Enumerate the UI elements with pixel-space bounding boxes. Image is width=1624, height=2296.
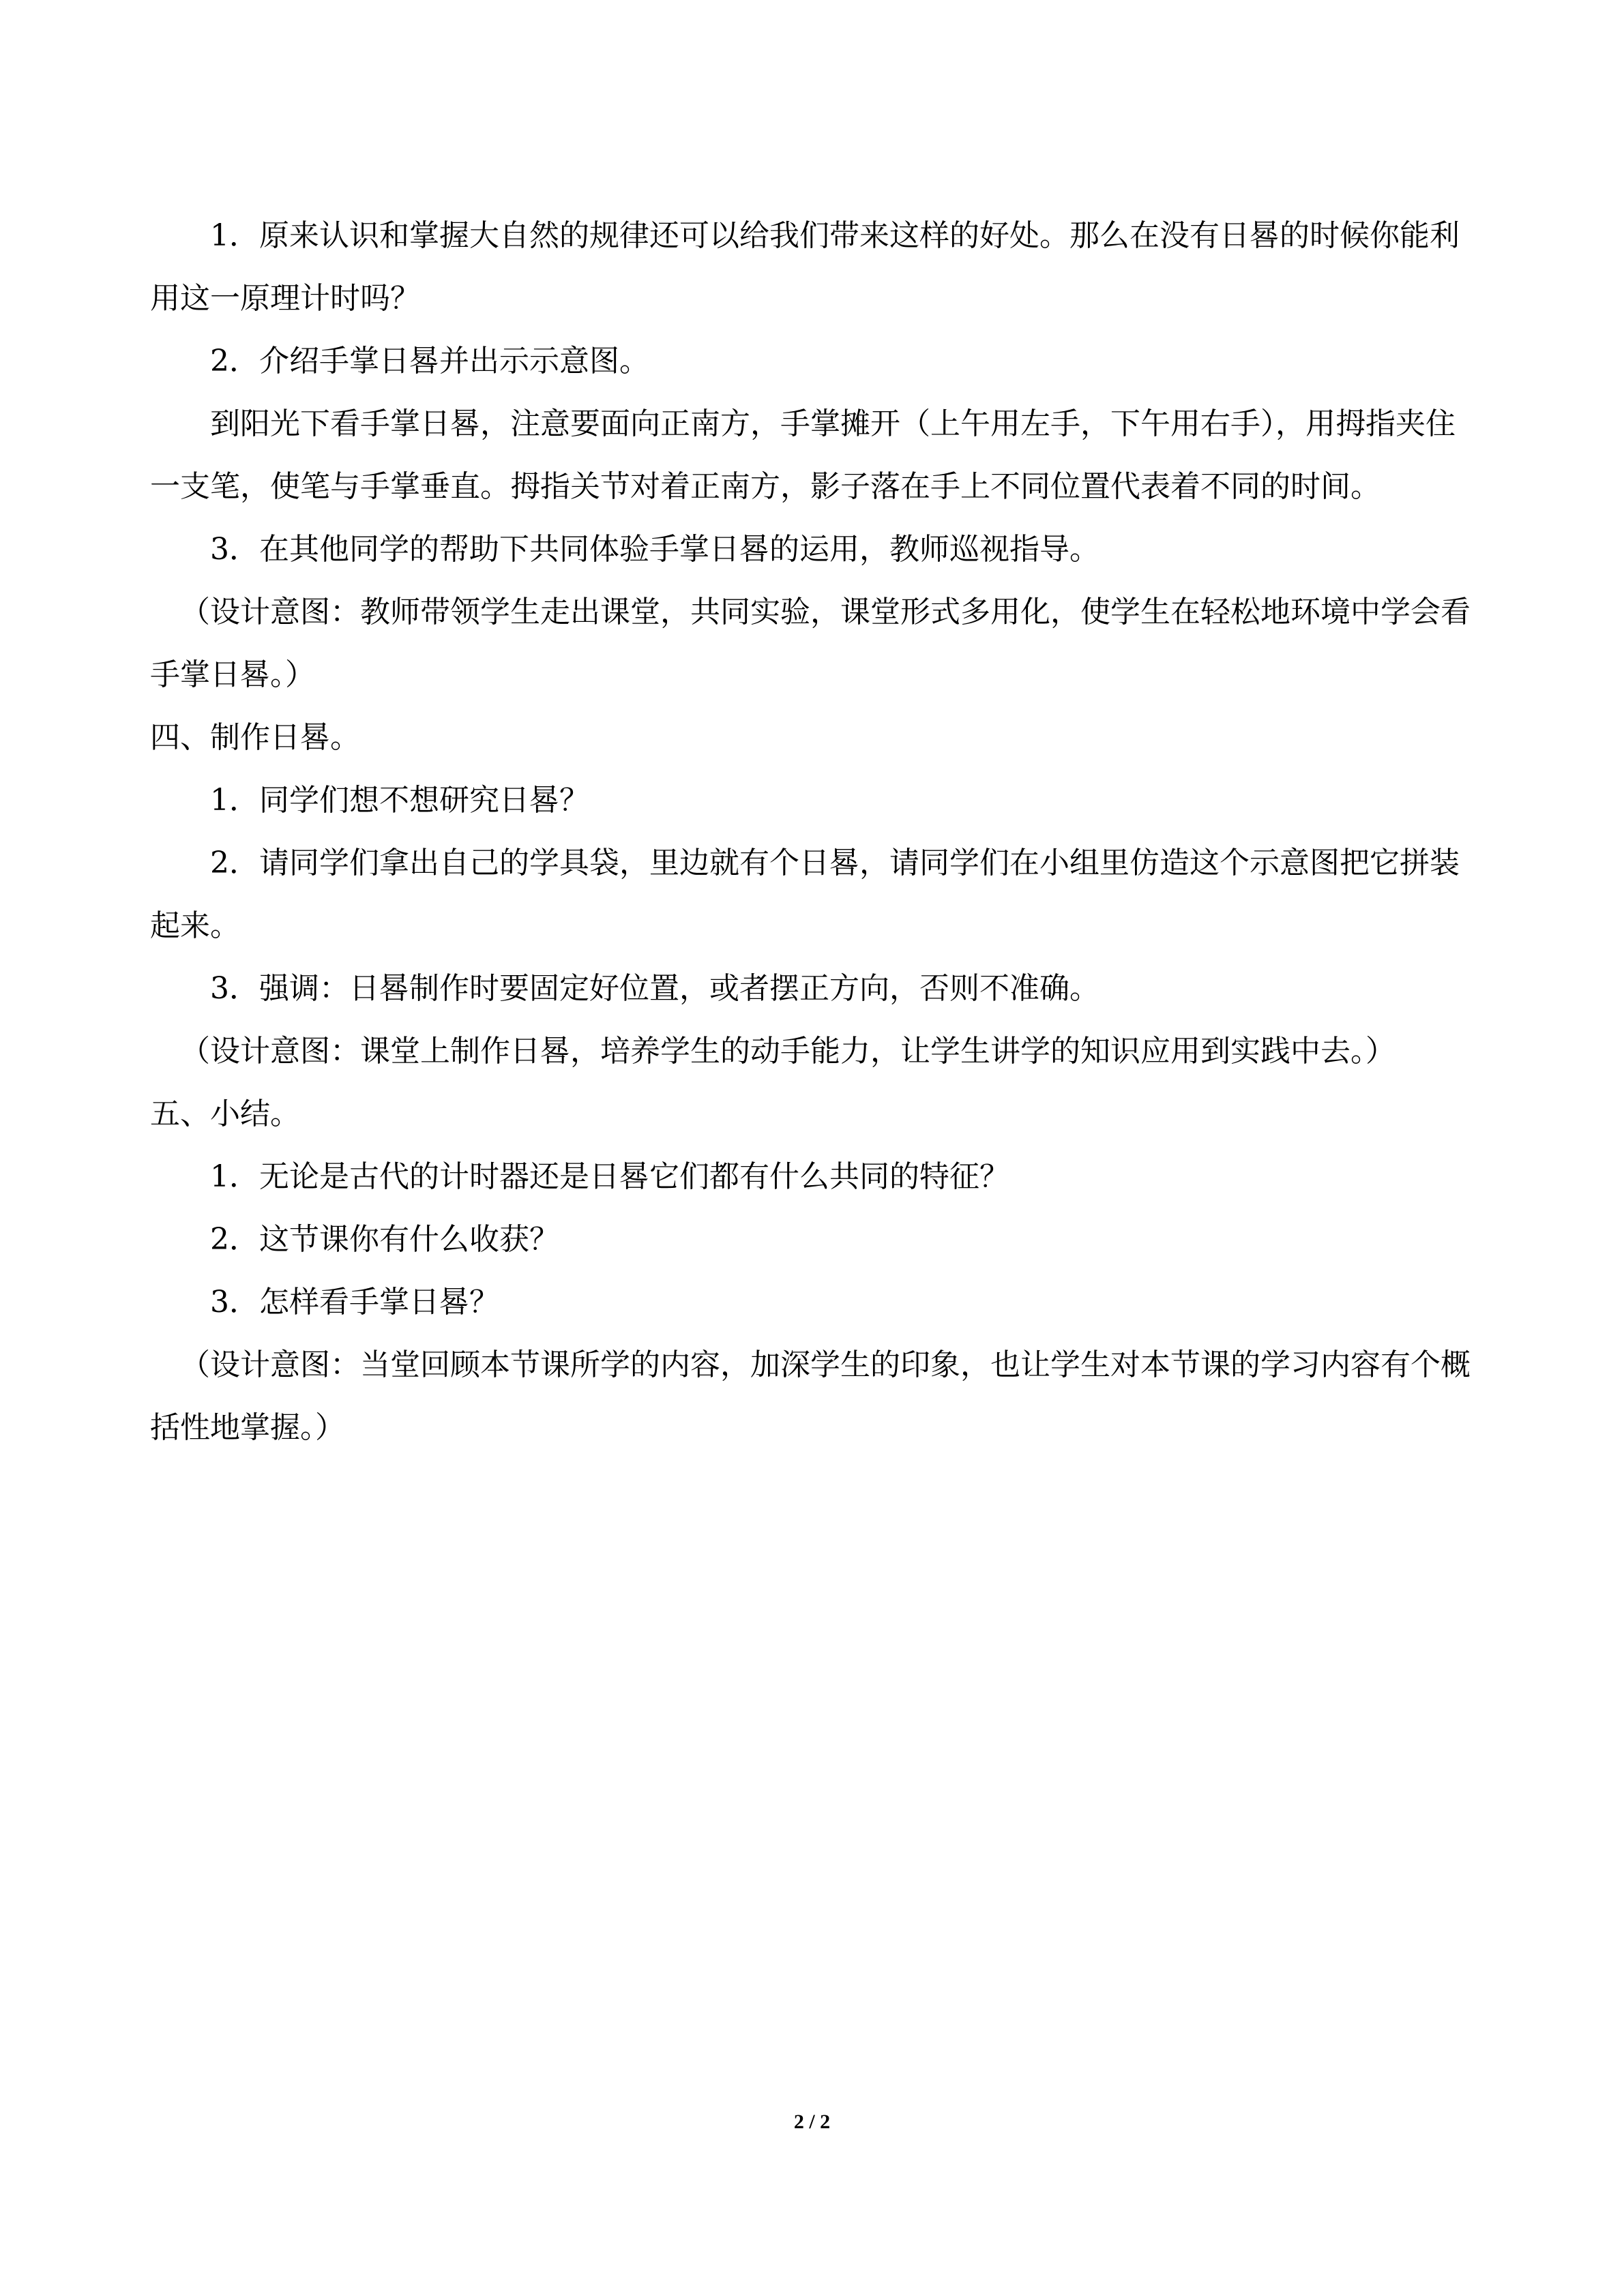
section-heading: 四、制作日晷。: [150, 720, 360, 755]
design-intent-note: （设计意图：课堂上制作日晷，培养学生的动手能力，让学生讲学的知识应用到实践中去。）: [180, 1034, 1396, 1069]
paragraph: 2．介绍手掌日晷并出示示意图。: [210, 344, 649, 378]
design-intent-note: （设计意图：教师带领学生走出课堂，共同实验，课堂形式多用化，使学生在轻松地环境中学会看手掌日晷。）: [150, 595, 1471, 692]
design-intent-note: （设计意图：当堂回顾本节课所学的内容，加深学生的印象，也让学生对本节课的学习内容有个概括性地掌握。）: [150, 1347, 1471, 1445]
page-number: 2 / 2: [793, 2111, 831, 2133]
paragraph: 3．怎样看手掌日晷？: [210, 1285, 499, 1320]
paragraph: 3．在其他同学的帮助下共同体验手掌日晷的运用，教师巡视指导。: [210, 532, 1099, 567]
section-heading: 五、小结。: [150, 1097, 300, 1131]
paragraph: 2．这节课你有什么收获？: [210, 1222, 559, 1257]
paragraph: 1．原来认识和掌握大自然的规律还可以给我们带来这样的好处。那么在没有日晷的时候你能利用这一原理计时吗？: [150, 218, 1460, 316]
paragraph: 1．同学们想不想研究日晷？: [210, 783, 589, 818]
document-body: [150, 205, 1473, 1459]
paragraph: 3．强调：日晷制作时要固定好位置，或者摆正方向，否则不准确。: [210, 971, 1099, 1006]
paragraph: 1．无论是古代的计时器还是日晷它们都有什么共同的特征？: [210, 1159, 1009, 1194]
paragraph: 到阳光下看手掌日晷，注意要面向正南方，手掌摊开（上午用左手，下午用右手），用拇指夹住一支笔，使笔与手掌垂直。拇指关节对着正南方，影子落在手上不同位置代表着不同的时间。: [150, 406, 1456, 504]
paragraph: 2．请同学们拿出自己的学具袋，里边就有个日晷，请同学们在小组里仿造这个示意图把它拼装起来。: [150, 846, 1460, 943]
